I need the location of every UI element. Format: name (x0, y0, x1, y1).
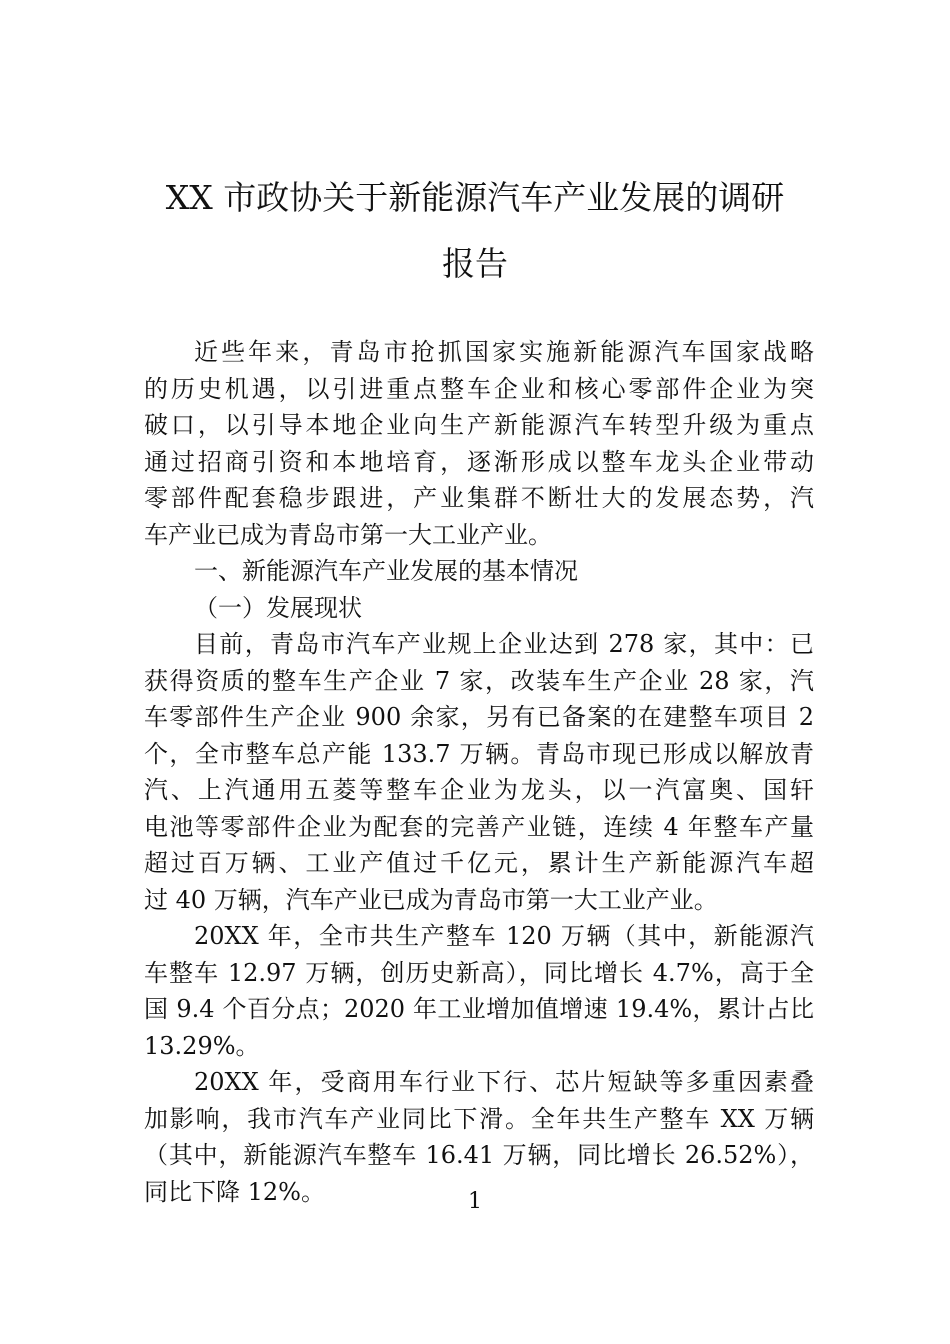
paragraph-status-line: 超过百万辆、工业产值过千亿元，累计生产新能源汽车超 (144, 849, 814, 877)
document-title-line-2: 报告 (442, 244, 508, 283)
paragraph-status-line: 电池等零部件企业为配套的完善产业链，连续 4 年整车产量 (144, 812, 814, 841)
paragraph-year2-line: （其中，新能源汽车整车 16.41 万辆，同比增长 26.52%）， (144, 1141, 814, 1169)
paragraph-intro-line: 近些年来，青岛市抢抓国家实施新能源汽车国家战略 (194, 338, 814, 366)
paragraph-status-line: 个，全市整车总产能 133.7 万辆。青岛市现已形成以解放青 (144, 739, 814, 768)
paragraph-status-line: 目前，青岛市汽车产业规上企业达到 278 家，其中：已 (194, 630, 814, 658)
paragraph-intro-line: 通过招商引资和本地培育，逐渐形成以整车龙头企业带动 (144, 447, 814, 476)
paragraph-year1-line: 车整车 12.97 万辆，创历史新高），同比增长 4.7%，高于全 (144, 958, 814, 987)
paragraph-status-line: 获得资质的整车生产企业 7 家，改装车生产企业 28 家，汽 (144, 666, 814, 695)
paragraph-intro-line: 的历史机遇，以引进重点整车企业和核心零部件企业为突 (144, 374, 814, 403)
subsection-heading: （一）发展现状 (194, 593, 362, 622)
document-body (144, 334, 814, 1210)
paragraph-status-line: 车零部件生产企业 900 余家，另有已备案的在建整车项目 2 (144, 703, 814, 731)
paragraph-year1-line: 13.29%。 (144, 1031, 260, 1060)
paragraph-year2-line: 同比下降 12%。 (144, 1177, 325, 1206)
section-heading: 一、新能源汽车产业发展的基本情况 (194, 557, 578, 585)
paragraph-year1-line: 国 9.4 个百分点；2020 年工业增加值增速 19.4%，累计占比 (144, 995, 814, 1023)
paragraph-year2-line: 加影响，我市汽车产业同比下滑。全年共生产整车 XX 万辆 (144, 1104, 814, 1133)
paragraph-year1-line: 20XX 年，全市共生产整车 120 万辆（其中，新能源汽 (194, 922, 814, 950)
paragraph-intro-line: 破口，以引导本地企业向生产新能源汽车转型升级为重点 (144, 411, 814, 439)
paragraph-status-line: 汽、上汽通用五菱等整车企业为龙头，以一汽富奥、国轩 (144, 776, 814, 804)
document-title-line-1: XX 市政协关于新能源汽车产业发展的调研 (165, 178, 785, 217)
paragraph-intro-line: 零部件配套稳步跟进，产业集群不断壮大的发展态势，汽 (144, 484, 814, 512)
paragraph-status-line: 过 40 万辆，汽车产业已成为青岛市第一大工业产业。 (144, 885, 718, 914)
paragraph-intro-line: 车产业已成为青岛市第一大工业产业。 (144, 520, 552, 549)
paragraph-year2-line: 20XX 年，受商用车行业下行、芯片短缺等多重因素叠 (194, 1068, 814, 1096)
page-number: 1 (468, 1189, 482, 1214)
